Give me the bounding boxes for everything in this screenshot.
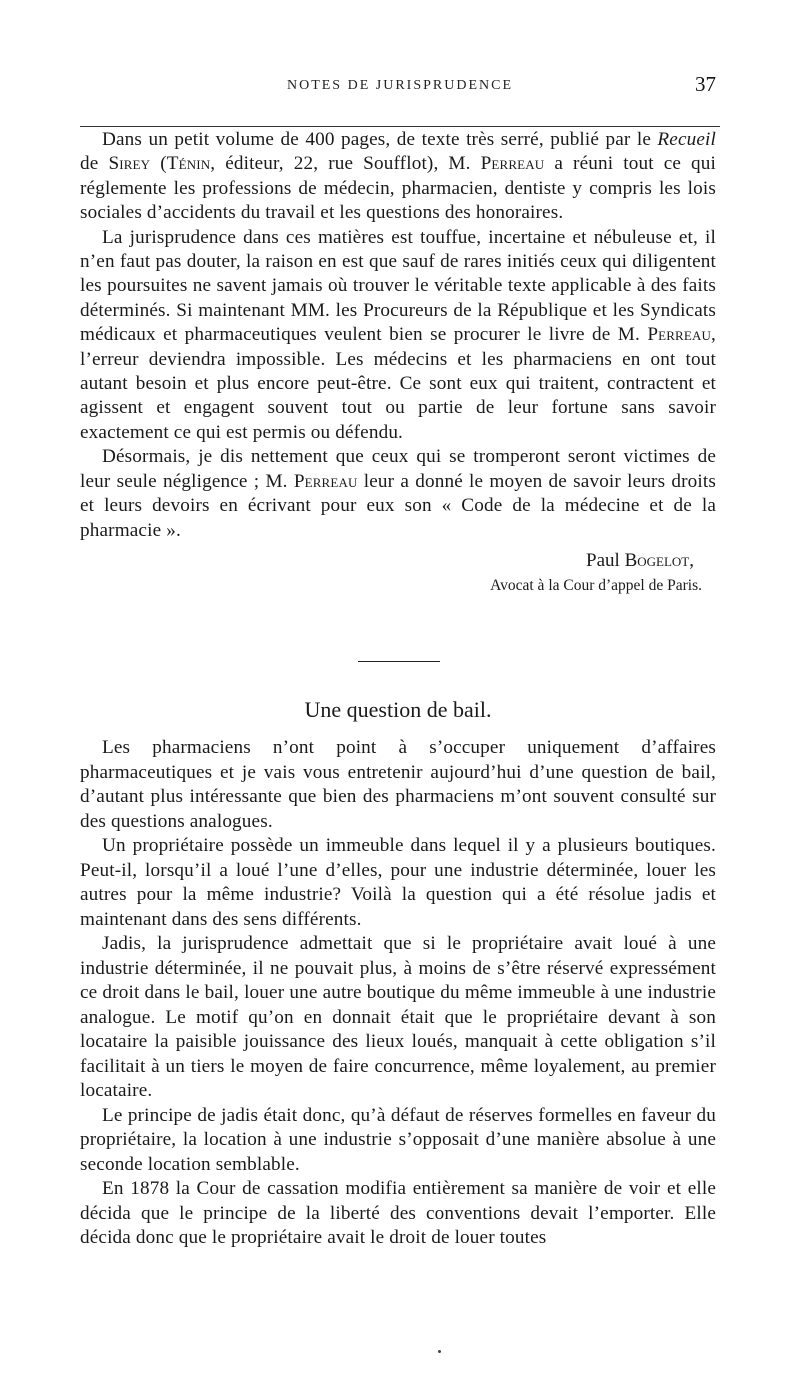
paragraph: Le principe de jadis était donc, qu’à défaut de réserves formelles en faveur du propriétaire, la location à une industrie s’opposait d’une manière absolue à une seconde location semblable. — [80, 1104, 716, 1175]
paragraph: Jadis, la jurisprudence admettait que si le propriétaire avait loué à une industrie déterminée, il ne pouvait plus, à moins de s’être réservé expressément ce droit dans le bail, louer une autre boutique du même immeuble à une industrie analogue. Le motif qu’on en donnait était que le propriétaire devant à son locataire la paisible jouissance des lieux loués, manquait à cette obligation s’il facilitait à un tiers le moyen de faire concurrence, même loyalement, au premier locataire. — [80, 933, 716, 1101]
text: , — [689, 549, 694, 571]
page-header — [80, 72, 720, 102]
section-separator — [358, 661, 440, 662]
header-rule — [80, 126, 720, 127]
article-book-review — [80, 128, 716, 596]
text: Désormais, je dis nettement que ceux qui se tromperont seront victimes de leur seule négligence ; M. — [80, 446, 716, 492]
page-number: 37 — [695, 72, 716, 96]
text: leur a donné le moyen de savoir leurs droits et leurs devoirs en écrivant pour eux son « Code de la médecine et de la pharmacie ». — [80, 470, 716, 541]
text-smallcaps: Perreau — [293, 470, 358, 492]
author-last-name: Bogelot — [624, 549, 690, 571]
text: , éditeur, 22, rue Soufflot), M. — [210, 153, 481, 175]
text: La jurisprudence dans ces matières est touffue, incertaine et nébuleuse et, il n’en faut pas douter, la raison en est que sauf de rares initiés ceux qui diligentent les poursuites ne savent jamais où trouver le véritable texte applicable à des faits déterminés. Si maintenant MM. les Procureurs de la République et les Syndicats médicaux et pharmaceutiques veulent bien se procurer le livre de M. — [80, 226, 716, 346]
text: a réuni tout ce qui réglemente les professions de médecin, pharmacien, dentiste y compris les lois sociales d’accidents du travail et les questions des honoraires. — [80, 153, 717, 224]
author-affiliation: Avocat à la Cour d’appel de Paris. — [490, 576, 702, 594]
signature — [80, 549, 694, 573]
paragraph: En 1878 la Cour de cassation modifia entièrement sa manière de voir et elle décida que le principe de la liberté des conventions devait l’emporter. Elle décida donc que le propriétaire avait le droit de louer toutes — [80, 1178, 716, 1248]
text: , l’erreur deviendra impossible. Les médecins et les pharmaciens en ont tout autant besoin et plus encore peut-être. Ce sont eux qui traitent, contractent et agissent et engagent souvent tout ou partie de leur fortune sans savoir exactement ce qui est permis ou défendu. — [80, 324, 716, 443]
text-italic: Recueil — [657, 129, 716, 150]
paragraph — [80, 226, 716, 446]
text-smallcaps: Ténin — [166, 153, 211, 175]
text: de — [80, 153, 109, 175]
text-smallcaps: Perreau — [647, 324, 712, 346]
paragraph: Les pharmaciens n’ont point à s’occuper uniquement d’affaires pharmaceutiques et je vais vous entretenir aujourd’hui d’une question de bail, d’autant plus intéressante que bien des pharmaciens m’ont souvent consulté sur des questions analogues. — [80, 737, 716, 832]
text: ( — [150, 153, 167, 175]
text: Dans un petit volume de 400 pages, de texte très serré, publié par le — [102, 129, 658, 150]
print-speck — [438, 1350, 441, 1353]
text-smallcaps: Perreau — [480, 153, 545, 175]
article-lease-question — [80, 736, 716, 1251]
section-title: Une question de bail. — [304, 697, 492, 722]
running-head: NOTES DE JURISPRUDENCE — [286, 78, 513, 93]
paragraph — [80, 445, 716, 543]
author-first-name: Paul — [586, 549, 625, 571]
paragraph: Un propriétaire possède un immeuble dans lequel il y a plusieurs boutiques. Peut-il, lorsqu’il a loué l’une d’elles, pour une industrie déterminée, louer les autres pour la même industrie? Voilà la question qui a été résolue jadis et maintenant dans des sens différents. — [80, 835, 716, 930]
paragraph — [80, 128, 716, 226]
text-smallcaps: Sirey — [108, 153, 151, 175]
